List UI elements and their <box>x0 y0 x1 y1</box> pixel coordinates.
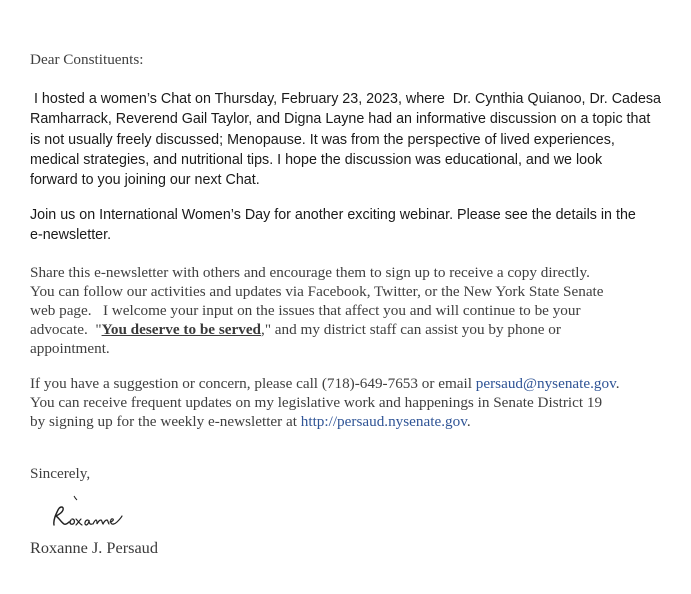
greeting <box>30 50 660 69</box>
paragraph-line-email <box>30 374 660 393</box>
website-link[interactable]: http://persaud.nysenate.gov <box>300 413 467 430</box>
paragraph-line-url <box>30 412 660 431</box>
paragraph-womens-chat <box>30 89 660 190</box>
paragraph-text: . <box>615 375 620 392</box>
paragraph-share-newsletter <box>30 263 660 358</box>
paragraph-line: Ramharrack, Reverend Gail Taylor, and Digna Layne had an informative discussion on a topic that <box>30 111 651 128</box>
paragraph-line: You can follow our activities and updates via Facebook, Twitter, or the New York State Senate <box>30 283 604 300</box>
handwritten-signature <box>44 492 134 536</box>
paragraph-line: forward to you joining our next Chat. <box>30 172 260 189</box>
paragraph-line: You can receive frequent updates on my legislative work and happenings in Senate District 19 <box>30 394 603 411</box>
paragraph-line: Join us on International Women’s Day for another exciting webinar. Please see the details in the <box>30 207 636 223</box>
signer-name-text: Roxanne J. Persaud <box>30 538 158 557</box>
closing <box>30 464 660 483</box>
paragraph-text: . <box>466 413 471 430</box>
greeting-text: Dear Constituents: <box>30 51 144 68</box>
paragraph-line: I hosted a women’s Chat on Thursday, February 23, 2023, where Dr. Cynthia Quianoo, Dr. Cadesa <box>30 91 661 107</box>
signer-name <box>30 538 660 558</box>
paragraph-text: advocate. " <box>30 321 102 338</box>
paragraph-line: is not usually freely discussed; Menopause. It was from the perspective of lived experiences, <box>30 131 615 148</box>
paragraph-line-advocate <box>30 320 660 339</box>
email-link[interactable]: persaud@nysenate.gov <box>475 375 616 392</box>
closing-text: Sincerely, <box>30 465 91 482</box>
paragraph-line: appointment. <box>30 340 110 357</box>
paragraph-line: e-newsletter. <box>30 227 112 244</box>
paragraph-text: by signing up for the weekly e-newsletter at <box>30 413 301 430</box>
paragraph-line: Share this e-newsletter with others and encourage them to sign up to receive a copy directly. <box>30 264 590 281</box>
paragraph-line: web page. I welcome your input on the issues that affect you and will continue to be your <box>30 302 581 319</box>
paragraph-text: ," and my district staff can assist you by phone or <box>261 321 561 338</box>
you-deserve-to-be-served-emphasis: You deserve to be served <box>101 321 262 338</box>
paragraph-contact <box>30 374 660 431</box>
paragraph-text: If you have a suggestion or concern, please call (718)-649-7653 or email <box>30 375 476 392</box>
paragraph-womens-day <box>30 205 660 246</box>
paragraph-line: medical strategies, and nutritional tips. I hope the discussion was educational, and we look <box>30 151 603 168</box>
